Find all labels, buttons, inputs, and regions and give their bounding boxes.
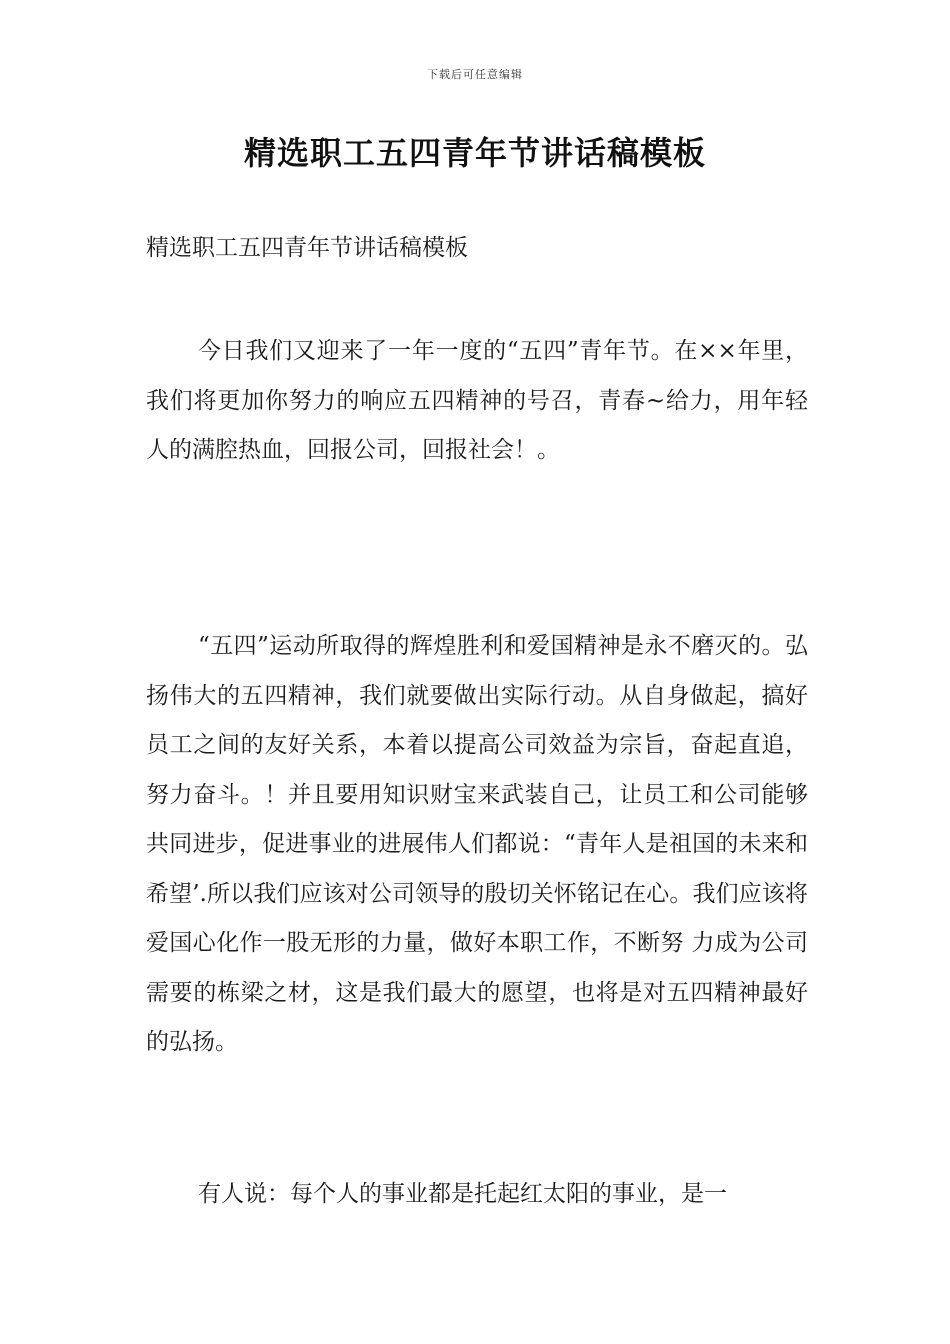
document-title: 精选职工五四青年节讲话稿模板 bbox=[243, 134, 706, 172]
document-subtitle: 精选职工五四青年节讲话稿模板 bbox=[146, 235, 468, 261]
paragraph-1: 今日我们又迎来了一年一度的“五四”青年节。在××年里，我们将更加你努力的响应五四精神的号召，青春~给力，用年轻人的满腔热血，回报公司，回报社会！。 bbox=[146, 338, 808, 463]
paragraph-2: “五四”运动所取得的辉煌胜利和爱国精神是永不磨灭的。弘扬伟大的五四精神，我们就要做出实际行动。从自身做起，搞好员工之间的友好关系，本着以提高公司效益为宗旨，奋起直追，努力奋斗。！并且要用知识财宝来武装自己，让员工和公司能够共同进步，促进事业的进展伟人们都说：“青年人是祖国的未来和希望’.所以我们应该对公司领导的殷切关怀铭记在心。我们应该将爱国心化作一股无形的力量，做好本职工作，不断努 力成为公司需要的栋梁之材，这是我们最大的愿望，也将是对五四精神最好的弘扬。 bbox=[146, 633, 808, 1055]
paragraph-3: 有人说：每个人的事业都是托起红太阳的事业，是一 bbox=[198, 1181, 727, 1207]
header-note: 下载后可任意编辑 bbox=[427, 68, 523, 81]
